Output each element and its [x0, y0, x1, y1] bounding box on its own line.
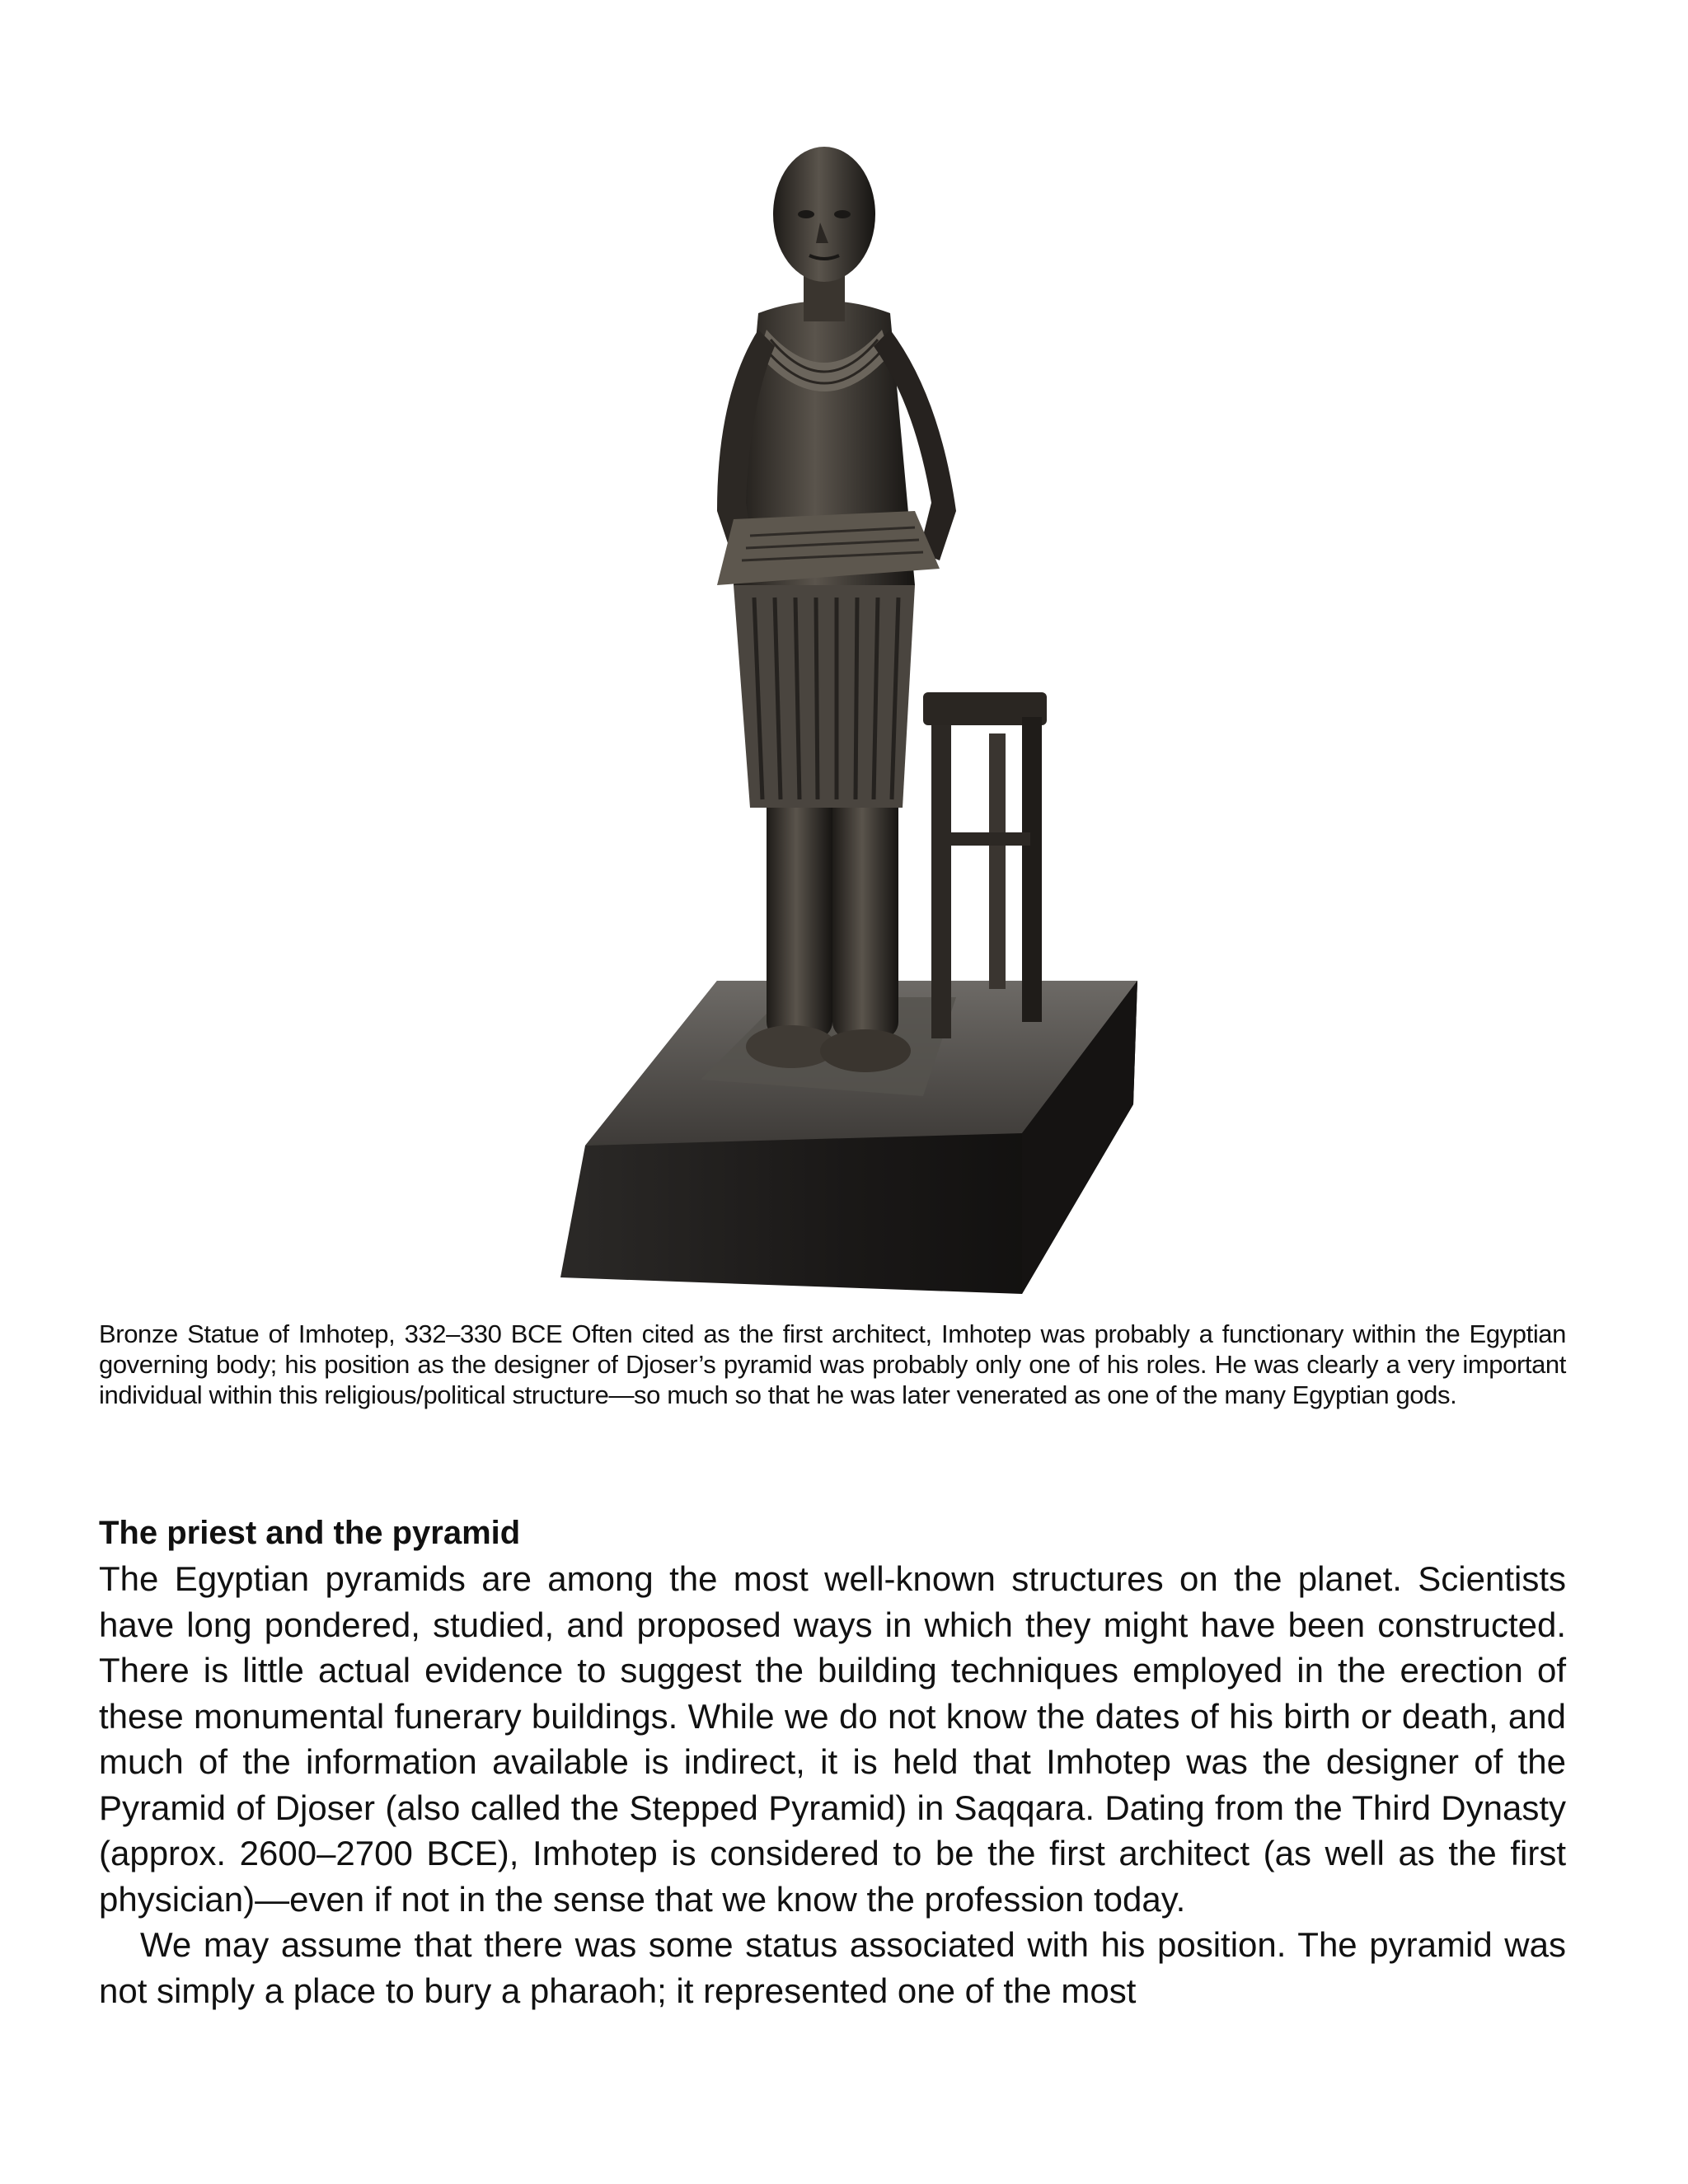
- body-paragraph: The Egyptian pyramids are among the most well-known structures on the planet. Scientists have long pondered, studied, and proposed ways in which they might have been constructed. There is little actual evidence to suggest the building techniques employed in the erection of these monumental funerary buildings. While we do not know the dates of his birth or death, and much of the information available is indirect, it is held that Imhotep was the designer of the Pyramid of Djoser (also called the Stepped Pyramid) in Saqqara. Dating from the Third Dynasty (approx. 2600–2700 BCE), Imhotep is considered to be the first architect (as well as the first physician)—even if not in the sense that we know the profession today.: [99, 1559, 1566, 1919]
- statue-photo: [528, 124, 1154, 1294]
- figure-caption: Bronze Statue of Imhotep, 332–330 BCE Often cited as the first architect, Imhotep was probably a functionary within the Egyptian governing body; his position as the designer of Djoser’s pyramid was probably only one of his roles. He was clearly a very important individual within this religious/political structure—so much so that he was later venerated as one of the many Egyptian gods.: [99, 1319, 1566, 1409]
- body-paragraph: We may assume that there was some status associated with his position. The pyramid was not simply a place to bury a pharaoh; it represented one of the most: [99, 1925, 1566, 2010]
- section-heading: The priest and the pyramid: [99, 1515, 521, 1551]
- statue-illustration: [528, 124, 1154, 1294]
- section-body: [99, 1556, 1566, 2013]
